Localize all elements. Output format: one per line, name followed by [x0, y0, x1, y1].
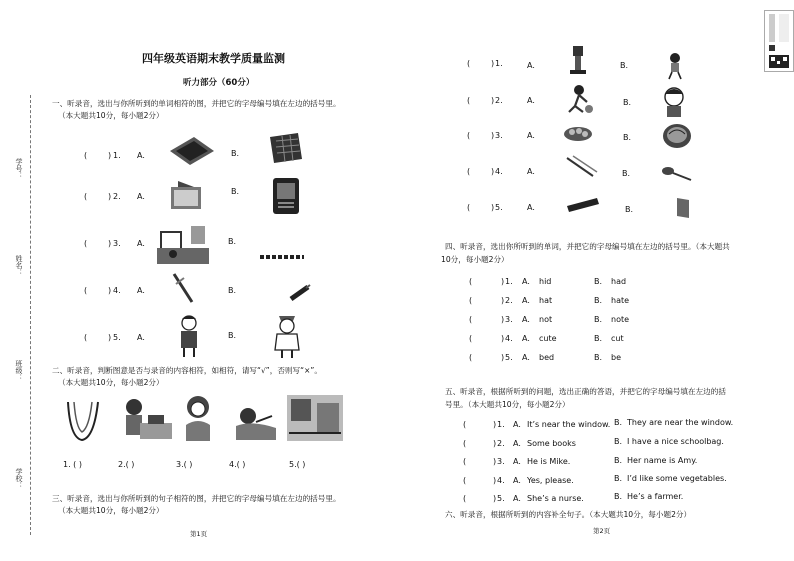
ruler-picture [565, 196, 601, 214]
option-a-text: He is Mike. [527, 457, 571, 466]
option-b-label: B. [231, 187, 240, 196]
option-b-text: They are near the window. [627, 418, 734, 427]
answer-paren-close: ) [501, 296, 505, 305]
option-a-label: A. [513, 457, 521, 466]
section5-points: 号里。（本大题共10分，每小题2分） [445, 400, 570, 409]
option-a-label: A. [137, 151, 145, 160]
necklace-picture [62, 398, 104, 444]
eraser-picture [673, 196, 693, 220]
answer-paren-close: ) [501, 334, 505, 343]
answer-paren-open: ( [84, 286, 88, 295]
option-b-label: B. [625, 205, 634, 214]
answer-paren-open: ( [469, 277, 473, 286]
option-b-label: B. [231, 149, 240, 158]
answer-paren-close: ) [491, 203, 495, 212]
spoon-picture [661, 163, 693, 183]
question-number: 4. [113, 286, 121, 295]
option-b-text: I’d like some vegetables. [627, 474, 727, 483]
option-a-label: A. [527, 96, 535, 105]
judge-answer-5[interactable]: 5.( ) [289, 460, 306, 469]
option-b-text: cut [611, 334, 624, 343]
school-label: 学校： [15, 468, 23, 489]
option-b-text: He’s a farmer. [627, 492, 684, 501]
answer-paren-close: ) [491, 96, 495, 105]
listening-part-heading: 听力部分（60分） [183, 78, 255, 88]
option-b-label: B. [622, 169, 631, 178]
question-number: 4. [497, 476, 505, 485]
man-picture [174, 314, 204, 358]
answer-paren-open: ( [463, 420, 467, 429]
option-b-text: I have a nice schoolbag. [627, 437, 724, 446]
statue-picture [567, 44, 589, 76]
answer-paren-close: ) [108, 192, 112, 201]
option-a-label: A. [522, 334, 530, 343]
boy-face-picture [661, 86, 687, 118]
section4-instruction: 四、听录音，选出你所听到的单词，并把它的字母编号填在左边的括号里。（本大题共 [445, 242, 730, 251]
placemat-picture [166, 133, 216, 167]
option-b-text: hate [611, 296, 630, 305]
answer-paren-open: ( [463, 457, 467, 466]
option-a-label: A. [522, 315, 530, 324]
option-a-text: hid [539, 277, 552, 286]
option-b-label: B. [594, 353, 603, 362]
answer-paren-close: ) [108, 151, 112, 160]
boy-standing-picture [665, 52, 685, 80]
knife-fork-picture [563, 154, 599, 184]
chain-picture [258, 252, 306, 262]
question-number: 4. [495, 167, 503, 176]
judge-answer-1[interactable]: 1. ( ) [63, 460, 82, 469]
option-b-text: note [611, 315, 630, 324]
option-b-label: B. [623, 133, 632, 142]
option-b-label: B. [620, 61, 629, 70]
answer-paren-open: ( [467, 59, 471, 68]
judge-answer-2[interactable]: 2.( ) [118, 460, 135, 469]
option-b-text: Her name is Amy. [627, 456, 698, 465]
option-b-label: B. [594, 277, 603, 286]
class-label: 班级： [15, 360, 23, 381]
question-number: 1. [505, 277, 513, 286]
answer-paren-open: ( [469, 334, 473, 343]
option-a-label: A. [522, 277, 530, 286]
chocolate-bar-picture [268, 131, 304, 165]
question-number: 2. [495, 96, 503, 105]
section1-points: （本大题共10分，每小题2分） [58, 111, 164, 120]
dumplings-plate-picture [563, 124, 593, 142]
question-number: 3. [497, 457, 505, 466]
option-b-label: B. [228, 286, 237, 295]
answer-paren-close: ) [491, 167, 495, 176]
answer-paren-close: ) [491, 131, 495, 140]
option-b-label: B. [228, 237, 237, 246]
answer-paren-open: ( [84, 333, 88, 342]
pen-picture [170, 272, 196, 306]
answer-paren-close: ) [501, 315, 505, 324]
answer-paren-open: ( [469, 353, 473, 362]
exam-title: 四年级英语期末教学质量监测 [142, 52, 285, 65]
answer-paren-close: ) [491, 59, 495, 68]
student-name-label: 姓名： [15, 255, 23, 276]
crayon-picture [288, 284, 312, 302]
answer-paren-close: ) [493, 494, 497, 503]
qr-code-icon [765, 11, 793, 71]
judge-answer-3[interactable]: 3.( ) [176, 460, 193, 469]
answer-paren-close: ) [501, 353, 505, 362]
page-number: 第2页 [593, 527, 611, 535]
sleeping-boy-picture [232, 402, 278, 442]
question-number: 5. [113, 333, 121, 342]
question-number: 3. [505, 315, 513, 324]
option-b-text: had [611, 277, 627, 286]
woman-picture [178, 393, 218, 443]
option-b-label: B. [614, 456, 623, 465]
question-number: 2. [113, 192, 121, 201]
answer-paren-close: ) [493, 457, 497, 466]
option-b-label: B. [614, 474, 623, 483]
option-a-label: A. [513, 494, 521, 503]
option-a-label: A. [522, 353, 530, 362]
option-a-label: A. [527, 131, 535, 140]
option-a-text: Some books [527, 439, 576, 448]
option-a-label: A. [527, 61, 535, 70]
binding-line [30, 95, 31, 535]
question-number: 5. [495, 203, 503, 212]
option-b-label: B. [228, 331, 237, 340]
answer-paren-open: ( [469, 315, 473, 324]
exam-page-2 [415, 0, 794, 561]
page-number: 第1页 [190, 530, 208, 538]
answer-paren-close: ) [108, 239, 112, 248]
answer-paren-close: ) [493, 420, 497, 429]
question-number: 1. [113, 151, 121, 160]
question-number: 3. [113, 239, 121, 248]
option-a-label: A. [513, 439, 521, 448]
answer-paren-close: ) [108, 286, 112, 295]
noodles-bowl-picture [661, 122, 693, 150]
option-a-label: A. [527, 167, 535, 176]
question-number: 5. [505, 353, 513, 362]
option-b-label: B. [594, 315, 603, 324]
question-number: 3. [495, 131, 503, 140]
question-number: 2. [497, 439, 505, 448]
section2-instruction: 二、听录音，判断图意是否与录音的内容相符，如相符，请写“√”，否则写“×”。 [52, 366, 322, 375]
option-b-label: B. [594, 334, 603, 343]
option-a-label: A. [137, 333, 145, 342]
answer-paren-close: ) [501, 277, 505, 286]
option-a-text: It’s near the window. [527, 420, 611, 429]
answer-paren-open: ( [463, 476, 467, 485]
answer-paren-open: ( [84, 151, 88, 160]
option-a-text: cute [539, 334, 557, 343]
option-a-text: hat [539, 296, 553, 305]
option-a-text: bed [539, 353, 555, 362]
answer-paren-open: ( [84, 192, 88, 201]
judge-answer-4[interactable]: 4.( ) [229, 460, 246, 469]
option-a-label: A. [527, 203, 535, 212]
answer-paren-open: ( [463, 494, 467, 503]
option-a-label: A. [522, 296, 530, 305]
section4-points: 10分，每小题2分） [441, 255, 509, 264]
option-b-label: B. [594, 296, 603, 305]
option-a-label: A. [513, 420, 521, 429]
answer-paren-close: ) [493, 476, 497, 485]
answer-paren-open: ( [469, 296, 473, 305]
question-number: 2. [505, 296, 513, 305]
tablet-picture [268, 176, 304, 216]
option-b-text: be [611, 353, 621, 362]
answer-paren-close: ) [493, 439, 497, 448]
classroom-picture [155, 224, 211, 266]
section5-instruction: 五、听录音，根据所听到的问题，选出正确的答语，并把它的字母编号填在左边的括 [445, 387, 726, 396]
section6-instruction: 六、听录音，根据所听到的内容补全句子。（本大题共10分，每小题2分） [445, 510, 692, 519]
student-number-label: 学号： [15, 158, 23, 179]
football-player-picture [565, 84, 595, 114]
answer-paren-open: ( [467, 96, 471, 105]
question-number: 1. [495, 59, 503, 68]
option-a-text: Yes, please. [527, 476, 574, 485]
option-a-text: She’s a nurse. [527, 494, 584, 503]
option-a-label: A. [513, 476, 521, 485]
section3-instruction: 三、听录音，选出与你所听到的句子相符的图，并把它的字母编号填在左边的括号里。 [52, 494, 341, 503]
answer-paren-open: ( [467, 167, 471, 176]
question-number: 4. [505, 334, 513, 343]
question-number: 5. [497, 494, 505, 503]
answer-paren-open: ( [84, 239, 88, 248]
answer-paren-open: ( [467, 131, 471, 140]
option-b-label: B. [614, 437, 623, 446]
option-a-text: not [539, 315, 553, 324]
gift-box-picture [168, 179, 204, 211]
option-b-label: B. [614, 418, 623, 427]
option-b-label: B. [614, 492, 623, 501]
section1-instruction: 一、听录音，选出与你所听到的单词相符的图，并把它的字母编号填在左边的括号里。 [52, 99, 341, 108]
room-scene-picture [285, 393, 345, 443]
option-a-label: A. [137, 192, 145, 201]
girl-at-desk-picture [118, 395, 174, 443]
question-number: 1. [497, 420, 505, 429]
answer-paren-open: ( [463, 439, 467, 448]
option-a-label: A. [137, 239, 145, 248]
section2-points: （本大题共10分，每小题2分） [58, 378, 164, 387]
nurse-picture [271, 312, 303, 360]
qr-code-panel [764, 10, 794, 72]
option-a-label: A. [137, 286, 145, 295]
option-b-label: B. [623, 98, 632, 107]
answer-paren-open: ( [467, 203, 471, 212]
section3-points: （本大题共10分，每小题2分） [58, 506, 164, 515]
answer-paren-close: ) [108, 333, 112, 342]
